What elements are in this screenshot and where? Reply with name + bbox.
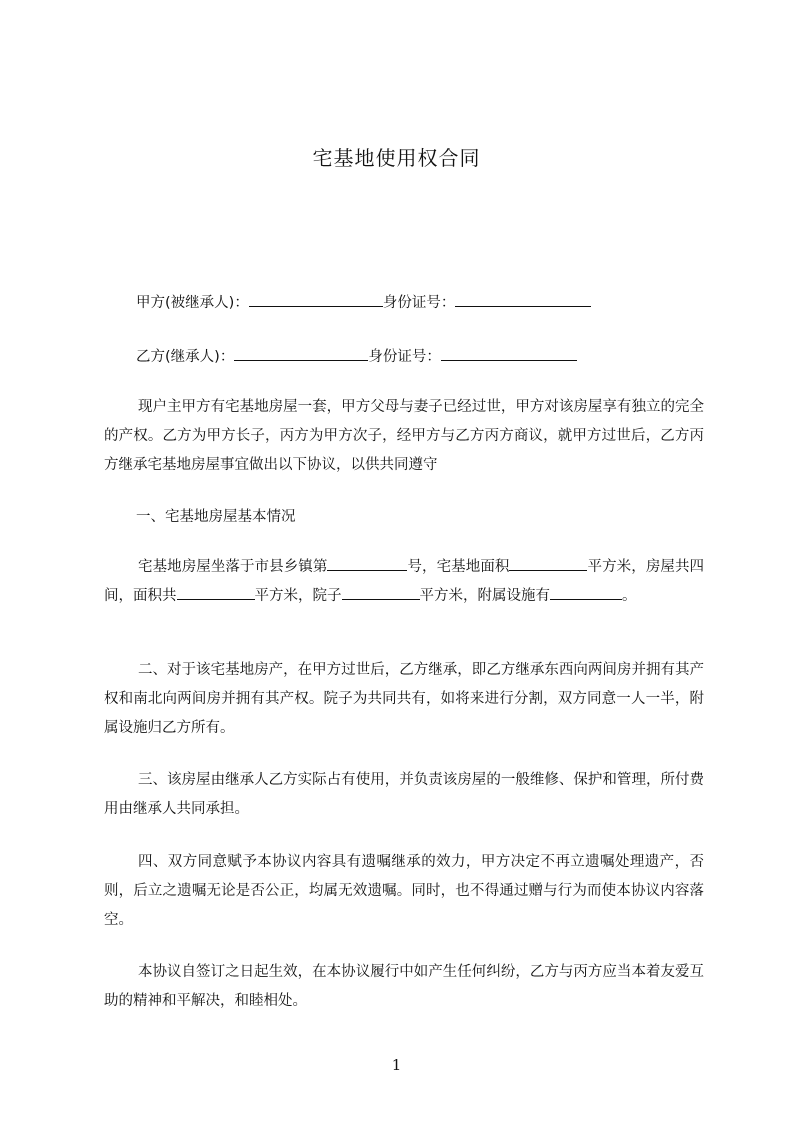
party-a-name-blank[interactable] [249,294,383,307]
party-b-id-label: 身份证号： [368,349,441,365]
section-1-text-6: 。 [622,588,637,604]
document-title: 宅基地使用权合同 [312,146,481,170]
party-b-name-blank[interactable] [234,348,368,361]
section-1-text-3: 平方米，房屋共四间，面积共 [104,559,705,604]
party-b-line [136,345,577,366]
section-1-text-1: 宅基地房屋坐落于市县乡镇第 [138,559,328,575]
party-b-id-blank[interactable] [441,348,577,361]
land-area-blank[interactable] [509,558,587,571]
section-1-heading: 一、宅基地房屋基本情况 [136,509,296,525]
party-a-label: 甲方(被继承人)： [136,295,249,311]
facilities-blank-cont[interactable] [608,587,622,600]
party-a-id-label: 身份证号： [382,295,456,311]
floor-area-blank[interactable] [177,587,255,600]
section-1-text-2: 号，宅基地面积 [407,559,510,575]
section-1-text-5: 平方米，附属设施有 [419,588,550,604]
facilities-blank[interactable] [550,587,608,600]
section-4-paragraph: 四、双方同意赋予本协议内容具有遗嘱继承的效力，甲方决定不再立遗嘱处理遗产，否则，后立之遗嘱无论是否公正，均属无效遗嘱。同时，也不得通过赠与行为而使本协议内容落空。 [104,854,704,928]
party-b-label: 乙方(继承人)： [136,349,235,365]
section-2-paragraph: 二、对于该宅基地房产，在甲方过世后，乙方继承，即乙方继承东西向两间房并拥有其产权和南北向两间房并拥有其产权。院子为共同共有，如将来进行分割，双方同意一人一半，附属设施归乙方所有。 [104,662,704,736]
house-number-blank[interactable] [327,558,407,571]
intro-paragraph: 现户主甲方有宅基地房屋一套，甲方父母与妻子已经过世，甲方对该房屋享有独立的完全的产权。乙方为甲方长子，丙方为甲方次子，经甲方与乙方丙方商议，就甲方过世后，乙方丙方继承宅基地房屋事宜做出以下协议，以供共同遵守 [104,399,704,473]
section-3-paragraph: 三、该房屋由继承人乙方实际占有使用，并负责该房屋的一般维修、保护和管理，所付费用由继承人共同承担。 [104,772,704,817]
party-a-id-blank[interactable] [455,294,591,307]
courtyard-area-blank[interactable] [342,587,420,600]
page-number: 1 [391,1056,402,1074]
party-a-line [136,291,591,312]
section-1-paragraph [104,553,704,611]
closing-paragraph: 本协议自签订之日起生效，在本协议履行中如产生任何纠纷，乙方与丙方应当本着友爱互助的精神和平解决，和睦相处。 [104,964,704,1009]
section-1-text-4: 平方米，院子 [254,588,342,604]
